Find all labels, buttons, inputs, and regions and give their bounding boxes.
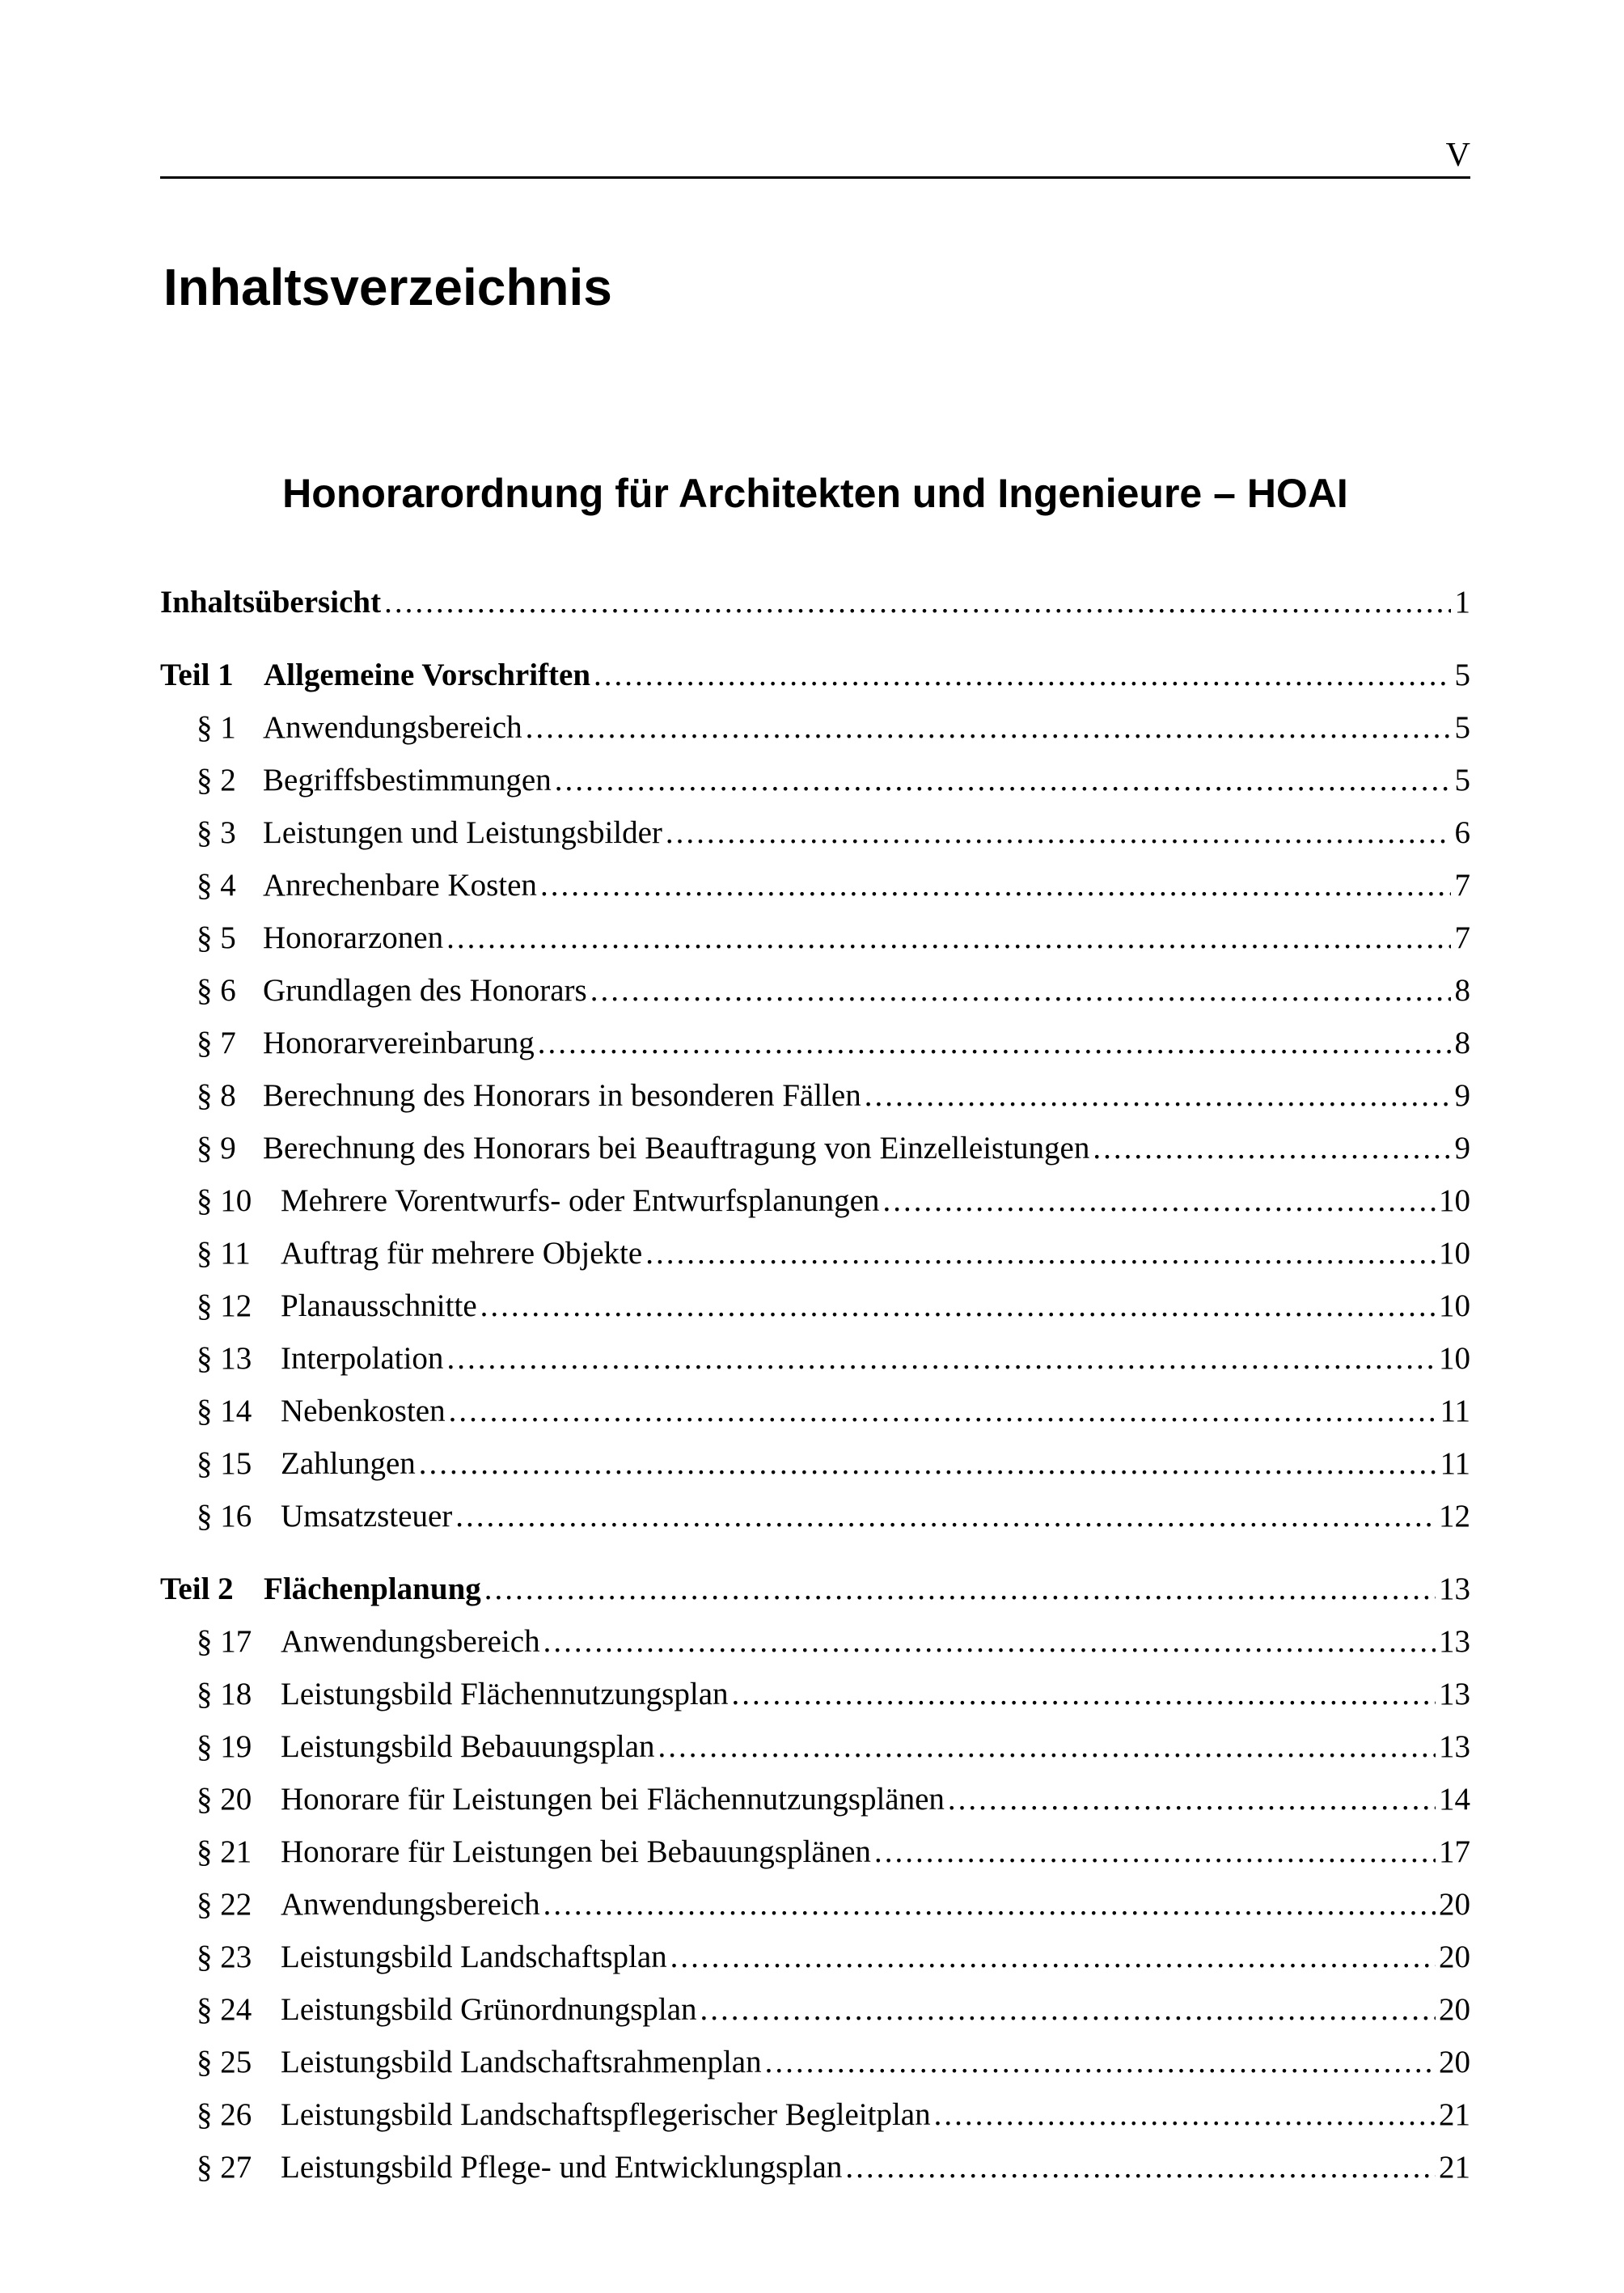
toc-page-ref: 20 [1439, 1992, 1470, 2027]
toc-page-ref: 11 [1440, 1446, 1470, 1481]
toc-page-ref: 10 [1439, 1288, 1470, 1323]
toc-entry-title: Grundlagen des Honorars [263, 973, 587, 1008]
toc-entry-11[interactable] [160, 1227, 1470, 1280]
toc-section-number: § 15 [197, 1446, 252, 1481]
toc-section-number: § 23 [197, 1940, 252, 1974]
toc-section-number: § 8 [197, 1078, 236, 1113]
toc-entry-2[interactable] [160, 754, 1470, 806]
toc-entry-title: Auftrag für mehrere Objekte [281, 1236, 643, 1271]
toc-entry-title: Anwendungsbereich [263, 710, 522, 745]
toc-entry-title: Anwendungsbereich [281, 1624, 540, 1659]
dot-leader [543, 1615, 1436, 1668]
dot-leader [455, 1490, 1436, 1542]
toc-entry-title: Anrechenbare Kosten [263, 868, 537, 903]
dot-leader [645, 1227, 1436, 1280]
toc-entry-24[interactable] [160, 1983, 1470, 2036]
toc-page-ref: 10 [1439, 1236, 1470, 1271]
toc-section-number: § 26 [197, 2097, 252, 2132]
toc-entry-title: Honorarzonen [263, 920, 444, 955]
toc-page-ref: 21 [1439, 2097, 1470, 2132]
toc-page-ref: 20 [1439, 1887, 1470, 1922]
dot-leader [384, 576, 1451, 628]
toc-entry-7[interactable] [160, 1017, 1470, 1069]
toc-page-ref: 17 [1439, 1834, 1470, 1869]
toc-entry-title: Honorarvereinbarung [263, 1026, 535, 1060]
toc-entry-title: Leistungsbild Grünordnungsplan [281, 1992, 697, 2027]
dot-leader [446, 1332, 1436, 1385]
toc-entry-title: Planausschnitte [281, 1288, 477, 1323]
dot-leader [555, 754, 1451, 806]
toc-entry-4[interactable] [160, 859, 1470, 912]
dot-leader [543, 1878, 1436, 1931]
dot-leader [1093, 1122, 1451, 1174]
toc-entry-16[interactable] [160, 1490, 1470, 1542]
toc-entry-8[interactable] [160, 1069, 1470, 1122]
toc-section-number: § 16 [197, 1499, 252, 1534]
toc-section-number: § 11 [197, 1236, 251, 1271]
toc-entry-14[interactable] [160, 1385, 1470, 1437]
document-subtitle: Honorarordnung für Architekten und Ingenieure – HOAI [282, 471, 1348, 516]
table-of-contents [160, 576, 1470, 2194]
dot-leader [540, 859, 1451, 912]
toc-entry-title: Berechnung des Honorars bei Beauftragung von Einzelleistungen [263, 1131, 1090, 1166]
toc-page-ref: 12 [1439, 1499, 1470, 1534]
toc-page-ref: 14 [1439, 1782, 1470, 1817]
toc-section-number: § 9 [197, 1131, 236, 1166]
toc-heading-title: Allgemeine Vorschriften [264, 658, 591, 692]
toc-entry-22[interactable] [160, 1878, 1470, 1931]
dot-leader [882, 1174, 1436, 1227]
dot-leader [666, 806, 1451, 859]
toc-entry-25[interactable] [160, 2036, 1470, 2088]
toc-page-ref: 8 [1454, 973, 1470, 1008]
toc-entry-title: Leistungsbild Pflege- und Entwicklungsplan [281, 2150, 843, 2185]
toc-section-number: § 4 [197, 868, 236, 903]
dot-leader [934, 2088, 1436, 2141]
toc-page-ref: 10 [1439, 1341, 1470, 1376]
toc-heading-title: Flächenplanung [264, 1572, 481, 1606]
page-number: V [1445, 137, 1470, 174]
dot-leader [700, 1983, 1436, 2036]
toc-page-ref: 5 [1454, 658, 1470, 692]
dot-leader [419, 1437, 1437, 1490]
toc-page-ref: 5 [1454, 763, 1470, 797]
dot-leader [865, 1069, 1451, 1122]
toc-entry-title: Leistungsbild Bebauungsplan [281, 1729, 655, 1764]
toc-entry-12[interactable] [160, 1280, 1470, 1332]
toc-page-ref: 20 [1439, 1940, 1470, 1974]
toc-section-number: § 7 [197, 1026, 236, 1060]
toc-section-number: § 5 [197, 920, 236, 955]
dot-leader [484, 1563, 1436, 1615]
toc-page-ref: 5 [1454, 710, 1470, 745]
toc-page-ref: 13 [1439, 1624, 1470, 1659]
toc-entry-title: Zahlungen [281, 1446, 416, 1481]
toc-entry-title: Leistungen und Leistungsbilder [263, 815, 662, 850]
dot-leader [732, 1668, 1436, 1720]
toc-entry-1[interactable] [160, 701, 1470, 754]
toc-entry-27[interactable] [160, 2141, 1470, 2194]
toc-section-number: § 10 [197, 1183, 252, 1218]
toc-entry-6[interactable] [160, 964, 1470, 1017]
toc-entry-title: Leistungsbild Landschaftsplan [281, 1940, 667, 1974]
toc-part-number: Teil 2 [160, 1572, 234, 1606]
toc-entry-20[interactable] [160, 1773, 1470, 1826]
toc-section-number: § 12 [197, 1288, 252, 1323]
toc-page-ref: 10 [1439, 1183, 1470, 1218]
dot-leader [948, 1773, 1436, 1826]
dot-leader [658, 1720, 1436, 1773]
dot-leader [526, 701, 1451, 754]
toc-entry-3[interactable] [160, 806, 1470, 859]
toc-heading-teil-2[interactable] [160, 1563, 1470, 1615]
dot-leader [765, 2036, 1436, 2088]
toc-section-number: § 14 [197, 1394, 252, 1428]
toc-entry-title: Interpolation [281, 1341, 444, 1376]
toc-section-number: § 3 [197, 815, 236, 850]
toc-entry-title: Leistungsbild Flächennutzungsplan [281, 1677, 729, 1711]
dot-leader [594, 649, 1451, 701]
toc-entry-title: Begriffsbestimmungen [263, 763, 552, 797]
toc-entry-title: Nebenkosten [281, 1394, 446, 1428]
toc-section-number: § 17 [197, 1624, 252, 1659]
toc-page-ref: 13 [1439, 1729, 1470, 1764]
toc-entry-17[interactable] [160, 1615, 1470, 1668]
toc-entry-title: Honorare für Leistungen bei Flächennutzungsplänen [281, 1782, 945, 1817]
toc-page-ref: 7 [1454, 920, 1470, 955]
page-title: Inhaltsverzeichnis [163, 258, 612, 316]
toc-entry-title: Berechnung des Honorars in besonderen Fällen [263, 1078, 861, 1113]
toc-entry-23[interactable] [160, 1931, 1470, 1983]
dot-leader [449, 1385, 1437, 1437]
toc-page-ref: 8 [1454, 1026, 1470, 1060]
toc-section-number: § 1 [197, 710, 236, 745]
toc-entry-9[interactable] [160, 1122, 1470, 1174]
toc-page-ref: 6 [1454, 815, 1470, 850]
toc-entry-18[interactable] [160, 1668, 1470, 1720]
toc-page-ref: 11 [1440, 1394, 1470, 1428]
toc-section-number: § 24 [197, 1992, 252, 2027]
toc-entry-19[interactable] [160, 1720, 1470, 1773]
toc-page-ref: 1 [1454, 585, 1470, 620]
toc-entry-5[interactable] [160, 912, 1470, 964]
toc-section-number: § 18 [197, 1677, 252, 1711]
toc-page-ref: 20 [1439, 2045, 1470, 2079]
toc-entry-title: Anwendungsbereich [281, 1887, 540, 1922]
toc-page-ref: 21 [1439, 2150, 1470, 2185]
toc-entry-title: Leistungsbild Landschaftsrahmenplan [281, 2045, 762, 2079]
toc-entry-21[interactable] [160, 1826, 1470, 1878]
toc-page-ref: 7 [1454, 868, 1470, 903]
toc-page-ref: 9 [1454, 1131, 1470, 1166]
toc-section-number: § 13 [197, 1341, 252, 1376]
toc-section-number: § 27 [197, 2150, 252, 2185]
toc-page-ref: 13 [1439, 1677, 1470, 1711]
toc-section-number: § 22 [197, 1887, 252, 1922]
toc-part-number: Teil 1 [160, 658, 234, 692]
toc-entry-10[interactable] [160, 1174, 1470, 1227]
toc-entry-15[interactable] [160, 1437, 1470, 1490]
toc-section-number: § 25 [197, 2045, 252, 2079]
toc-entry-title: Leistungsbild Landschaftspflegerischer Begleitplan [281, 2097, 931, 2132]
toc-heading-title: Inhaltsübersicht [160, 585, 382, 620]
toc-heading-overview[interactable] [160, 576, 1470, 628]
dot-leader [845, 2141, 1436, 2194]
dot-leader [480, 1280, 1436, 1332]
toc-entry-26[interactable] [160, 2088, 1470, 2141]
dot-leader [538, 1017, 1451, 1069]
toc-section-number: § 19 [197, 1729, 252, 1764]
toc-section-number: § 21 [197, 1834, 252, 1869]
toc-entry-title: Honorare für Leistungen bei Bebauungsplänen [281, 1834, 871, 1869]
toc-entry-13[interactable] [160, 1332, 1470, 1385]
toc-heading-teil-1[interactable] [160, 649, 1470, 701]
toc-section-number: § 2 [197, 763, 236, 797]
dot-leader [874, 1826, 1436, 1878]
toc-section-number: § 6 [197, 973, 236, 1008]
toc-page-ref: 9 [1454, 1078, 1470, 1113]
toc-entry-title: Mehrere Vorentwurfs- oder Entwurfsplanungen [281, 1183, 880, 1218]
dot-leader [590, 964, 1451, 1017]
toc-section-number: § 20 [197, 1782, 252, 1817]
dot-leader [446, 912, 1451, 964]
dot-leader [670, 1931, 1436, 1983]
header-rule [160, 176, 1470, 179]
toc-entry-title: Umsatzsteuer [281, 1499, 453, 1534]
toc-page-ref: 13 [1439, 1572, 1470, 1606]
